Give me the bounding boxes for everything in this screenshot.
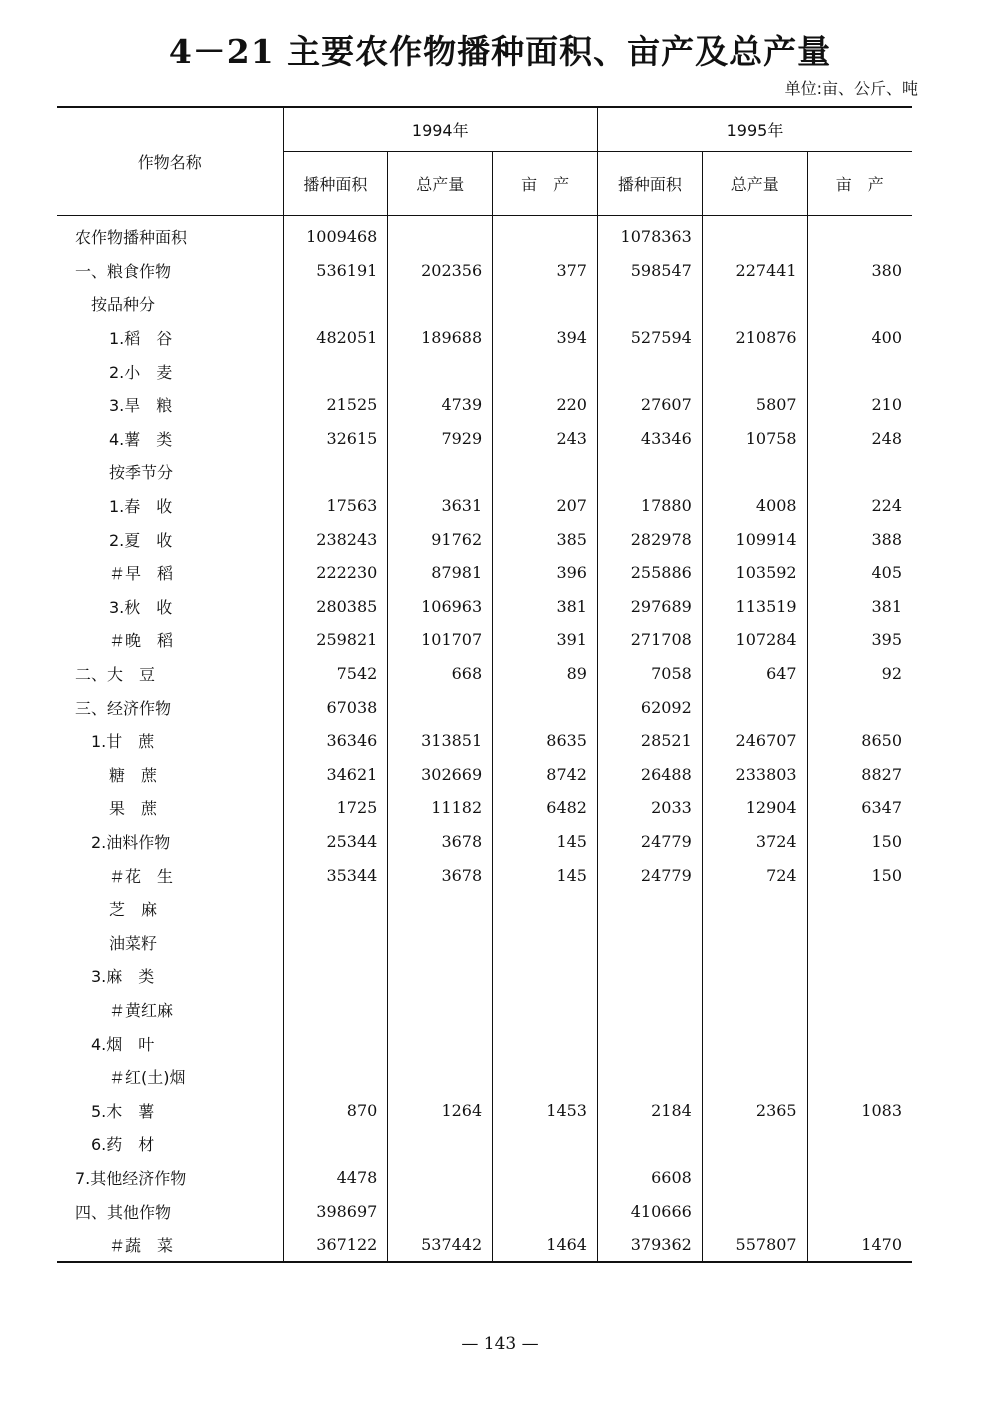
- value-cell: 113519: [702, 590, 807, 624]
- value-cell: [807, 925, 912, 959]
- value-cell: [702, 1194, 807, 1228]
- value-cell: 8650: [807, 724, 912, 758]
- value-cell: [702, 455, 807, 489]
- table-row: [57, 254, 912, 288]
- table-row: [57, 925, 912, 959]
- table-row: [57, 1127, 912, 1161]
- value-cell: 1453: [493, 1093, 598, 1127]
- value-cell: 8827: [807, 758, 912, 792]
- table-row: [57, 825, 912, 859]
- value-cell: [493, 993, 598, 1027]
- crop-name-cell: 1.春 收: [109, 497, 173, 517]
- value-cell: 4008: [702, 489, 807, 523]
- value-cell: [597, 959, 702, 993]
- value-cell: [807, 354, 912, 388]
- value-cell: 396: [493, 556, 598, 590]
- value-cell: [388, 216, 493, 254]
- value-cell: 238243: [283, 522, 388, 556]
- value-cell: 271708: [597, 623, 702, 657]
- value-cell: [807, 455, 912, 489]
- value-cell: 647: [702, 657, 807, 691]
- value-cell: [807, 1026, 912, 1060]
- table-row: [57, 216, 912, 254]
- value-cell: 243: [493, 422, 598, 456]
- value-cell: 24779: [597, 858, 702, 892]
- value-cell: 8635: [493, 724, 598, 758]
- table-row: [57, 489, 912, 523]
- table-row: [57, 623, 912, 657]
- value-cell: 2365: [702, 1093, 807, 1127]
- value-cell: [388, 1060, 493, 1094]
- value-cell: 3678: [388, 858, 493, 892]
- table-row: [57, 892, 912, 926]
- value-cell: 7058: [597, 657, 702, 691]
- value-cell: 1464: [493, 1228, 598, 1263]
- value-cell: [493, 1127, 598, 1161]
- value-cell: 145: [493, 858, 598, 892]
- value-cell: 1725: [283, 791, 388, 825]
- crop-name-cell: ＃晚 稻: [109, 631, 174, 651]
- value-cell: [283, 354, 388, 388]
- value-cell: [493, 287, 598, 321]
- value-cell: 34621: [283, 758, 388, 792]
- value-cell: [597, 1026, 702, 1060]
- value-cell: 26488: [597, 758, 702, 792]
- value-cell: 1264: [388, 1093, 493, 1127]
- value-cell: 1470: [807, 1228, 912, 1263]
- value-cell: [388, 1161, 493, 1195]
- value-cell: 8742: [493, 758, 598, 792]
- page-title: 4－21 主要农作物播种面积、亩产及总产量: [168, 32, 832, 71]
- table-row: [57, 354, 912, 388]
- value-cell: 24779: [597, 825, 702, 859]
- table-row: [57, 1060, 912, 1094]
- value-cell: [807, 1161, 912, 1195]
- value-cell: 1083: [807, 1093, 912, 1127]
- value-cell: 62092: [597, 690, 702, 724]
- value-cell: 43346: [597, 422, 702, 456]
- sub-header-yield-1995: 亩 产: [807, 152, 912, 216]
- value-cell: 106963: [388, 590, 493, 624]
- value-cell: [493, 1161, 598, 1195]
- value-cell: [388, 993, 493, 1027]
- value-cell: [388, 959, 493, 993]
- value-cell: 381: [493, 590, 598, 624]
- value-cell: 3678: [388, 825, 493, 859]
- value-cell: [702, 1026, 807, 1060]
- value-cell: 92: [807, 657, 912, 691]
- value-cell: 107284: [702, 623, 807, 657]
- value-cell: 400: [807, 321, 912, 355]
- crop-name-cell: 二、大 豆: [75, 665, 156, 685]
- value-cell: 101707: [388, 623, 493, 657]
- value-cell: 36346: [283, 724, 388, 758]
- crop-name-cell: 按季节分: [109, 463, 174, 483]
- value-cell: [388, 455, 493, 489]
- value-cell: 246707: [702, 724, 807, 758]
- value-cell: [702, 354, 807, 388]
- value-cell: 189688: [388, 321, 493, 355]
- crop-name-cell: 三、经济作物: [75, 698, 172, 718]
- value-cell: 405: [807, 556, 912, 590]
- crop-name-cell: ＃黄红麻: [109, 1000, 174, 1020]
- value-cell: 87981: [388, 556, 493, 590]
- value-cell: 367122: [283, 1228, 388, 1263]
- table-row: [57, 1228, 912, 1263]
- value-cell: 2033: [597, 791, 702, 825]
- value-cell: 210876: [702, 321, 807, 355]
- table-row: [57, 724, 912, 758]
- value-cell: 28521: [597, 724, 702, 758]
- sub-header-sown-area-1995: 播种面积: [597, 152, 702, 216]
- value-cell: [388, 287, 493, 321]
- value-cell: 380: [807, 254, 912, 288]
- value-cell: 150: [807, 858, 912, 892]
- value-cell: [283, 287, 388, 321]
- value-cell: 224: [807, 489, 912, 523]
- value-cell: [807, 1127, 912, 1161]
- value-cell: [283, 455, 388, 489]
- value-cell: 12904: [702, 791, 807, 825]
- value-cell: 280385: [283, 590, 388, 624]
- value-cell: 557807: [702, 1228, 807, 1263]
- value-cell: 5807: [702, 388, 807, 422]
- value-cell: 6482: [493, 791, 598, 825]
- value-cell: 210: [807, 388, 912, 422]
- value-cell: 388: [807, 522, 912, 556]
- crop-name-cell: 4.烟 叶: [91, 1034, 155, 1054]
- value-cell: 385: [493, 522, 598, 556]
- table-row: [57, 422, 912, 456]
- value-cell: [597, 1127, 702, 1161]
- crop-name-cell: 糖 蔗: [109, 765, 158, 785]
- crop-name-cell: 按品种分: [91, 295, 156, 315]
- value-cell: [493, 1026, 598, 1060]
- value-cell: [493, 455, 598, 489]
- table-row: [57, 657, 912, 691]
- value-cell: 145: [493, 825, 598, 859]
- value-cell: [702, 1161, 807, 1195]
- value-cell: [283, 1127, 388, 1161]
- value-cell: [597, 993, 702, 1027]
- value-cell: 598547: [597, 254, 702, 288]
- value-cell: 17563: [283, 489, 388, 523]
- crop-name-cell: 四、其他作物: [75, 1202, 172, 1222]
- value-cell: 103592: [702, 556, 807, 590]
- value-cell: [493, 892, 598, 926]
- value-cell: [807, 959, 912, 993]
- value-cell: 4739: [388, 388, 493, 422]
- crop-name-cell: 农作物播种面积: [75, 228, 188, 248]
- value-cell: 870: [283, 1093, 388, 1127]
- value-cell: [597, 354, 702, 388]
- value-cell: [807, 892, 912, 926]
- value-cell: 202356: [388, 254, 493, 288]
- value-cell: [493, 959, 598, 993]
- value-cell: [388, 690, 493, 724]
- table-row: [57, 388, 912, 422]
- table-row: [57, 1161, 912, 1195]
- table-row: [57, 1194, 912, 1228]
- value-cell: 220: [493, 388, 598, 422]
- table-row: [57, 858, 912, 892]
- crop-name-cell: 3.秋 收: [109, 597, 173, 617]
- crop-name-cell: 3.旱 粮: [109, 396, 173, 416]
- value-cell: 259821: [283, 623, 388, 657]
- crop-name-cell: 2.夏 收: [109, 530, 173, 550]
- value-cell: 89: [493, 657, 598, 691]
- table-row: [57, 455, 912, 489]
- value-cell: [388, 1026, 493, 1060]
- page-number: — 143 —: [461, 1334, 539, 1354]
- crop-name-cell: 1.稻 谷: [109, 329, 173, 349]
- crop-name-cell: 芝 麻: [109, 900, 158, 920]
- value-cell: 1009468: [283, 216, 388, 254]
- value-cell: [807, 287, 912, 321]
- value-cell: [702, 1060, 807, 1094]
- crop-name-cell: 5.木 薯: [91, 1101, 155, 1121]
- value-cell: 222230: [283, 556, 388, 590]
- value-cell: [702, 1127, 807, 1161]
- crop-name-cell: 一、粮食作物: [75, 261, 172, 281]
- table-row: [57, 321, 912, 355]
- sub-header-yield-1994: 亩 产: [493, 152, 598, 216]
- value-cell: [807, 1194, 912, 1228]
- value-cell: [807, 690, 912, 724]
- crop-name-cell: ＃蔬 菜: [57, 1228, 283, 1263]
- sub-header-sown-area-1994: 播种面积: [283, 152, 388, 216]
- value-cell: [283, 892, 388, 926]
- value-cell: [388, 1194, 493, 1228]
- table-row: [57, 522, 912, 556]
- value-cell: [493, 1194, 598, 1228]
- value-cell: 32615: [283, 422, 388, 456]
- crop-name-cell: 4.薯 类: [109, 429, 173, 449]
- value-cell: [702, 287, 807, 321]
- value-cell: 109914: [702, 522, 807, 556]
- value-cell: [493, 925, 598, 959]
- value-cell: 1078363: [597, 216, 702, 254]
- table-row: [57, 287, 912, 321]
- table-row: [57, 590, 912, 624]
- year-header-1994: 1994年: [283, 107, 597, 152]
- value-cell: [493, 216, 598, 254]
- value-cell: [493, 354, 598, 388]
- table-row: [57, 959, 912, 993]
- table-row: [57, 791, 912, 825]
- value-cell: 248: [807, 422, 912, 456]
- value-cell: [283, 925, 388, 959]
- table-row: [57, 690, 912, 724]
- unit-note: 单位:亩、公斤、吨: [784, 79, 918, 98]
- value-cell: [283, 993, 388, 1027]
- value-cell: [597, 455, 702, 489]
- value-cell: [597, 925, 702, 959]
- year-header-1995: 1995年: [597, 107, 912, 152]
- value-cell: [283, 1026, 388, 1060]
- value-cell: [597, 1060, 702, 1094]
- value-cell: [702, 993, 807, 1027]
- sub-header-total-output-1994: 总产量: [388, 152, 493, 216]
- table-row: [57, 556, 912, 590]
- value-cell: [807, 216, 912, 254]
- value-cell: 282978: [597, 522, 702, 556]
- value-cell: 11182: [388, 791, 493, 825]
- value-cell: [283, 1060, 388, 1094]
- value-cell: 35344: [283, 858, 388, 892]
- crop-name-cell: ＃早 稻: [109, 564, 174, 584]
- value-cell: 3724: [702, 825, 807, 859]
- value-cell: 27607: [597, 388, 702, 422]
- crop-name-cell: 7.其他经济作物: [75, 1168, 187, 1188]
- crop-name-cell: 6.药 材: [91, 1135, 155, 1155]
- value-cell: 227441: [702, 254, 807, 288]
- value-cell: 91762: [388, 522, 493, 556]
- value-cell: 67038: [283, 690, 388, 724]
- value-cell: 150: [807, 825, 912, 859]
- value-cell: 7929: [388, 422, 493, 456]
- value-cell: [702, 216, 807, 254]
- table-body: [57, 216, 912, 1263]
- value-cell: 724: [702, 858, 807, 892]
- value-cell: 297689: [597, 590, 702, 624]
- crop-name-cell: 果 蔗: [109, 799, 158, 819]
- value-cell: 395: [807, 623, 912, 657]
- value-cell: 6347: [807, 791, 912, 825]
- sub-header-total-output-1995: 总产量: [702, 152, 807, 216]
- crop-name-cell: 2.油料作物: [91, 832, 171, 852]
- value-cell: [493, 690, 598, 724]
- table-row: [57, 758, 912, 792]
- crop-name-cell: ＃红(土)烟: [109, 1068, 186, 1088]
- value-cell: 207: [493, 489, 598, 523]
- crop-name-cell: ＃花 生: [109, 866, 174, 886]
- value-cell: [388, 354, 493, 388]
- value-cell: 3631: [388, 489, 493, 523]
- crop-name-cell: 3.麻 类: [91, 967, 155, 987]
- value-cell: 410666: [597, 1194, 702, 1228]
- table-row: [57, 1026, 912, 1060]
- value-cell: 394: [493, 321, 598, 355]
- value-cell: [283, 959, 388, 993]
- value-cell: 537442: [388, 1228, 493, 1263]
- value-cell: 381: [807, 590, 912, 624]
- value-cell: 313851: [388, 724, 493, 758]
- value-cell: 10758: [702, 422, 807, 456]
- value-cell: 302669: [388, 758, 493, 792]
- value-cell: [388, 892, 493, 926]
- crop-name-cell: 油菜籽: [109, 933, 158, 953]
- crop-name-cell: 1.甘 蔗: [91, 732, 155, 752]
- value-cell: 7542: [283, 657, 388, 691]
- value-cell: [597, 287, 702, 321]
- value-cell: [388, 1127, 493, 1161]
- value-cell: 482051: [283, 321, 388, 355]
- value-cell: 391: [493, 623, 598, 657]
- value-cell: 6608: [597, 1161, 702, 1195]
- value-cell: 536191: [283, 254, 388, 288]
- value-cell: 255886: [597, 556, 702, 590]
- value-cell: [493, 1060, 598, 1094]
- value-cell: 527594: [597, 321, 702, 355]
- table-row: [57, 1093, 912, 1127]
- value-cell: 17880: [597, 489, 702, 523]
- value-cell: 668: [388, 657, 493, 691]
- value-cell: 377: [493, 254, 598, 288]
- value-cell: [388, 925, 493, 959]
- crop-name-header: 作物名称: [57, 107, 283, 216]
- value-cell: [807, 993, 912, 1027]
- value-cell: 2184: [597, 1093, 702, 1127]
- value-cell: 398697: [283, 1194, 388, 1228]
- value-cell: [702, 925, 807, 959]
- value-cell: 25344: [283, 825, 388, 859]
- value-cell: 4478: [283, 1161, 388, 1195]
- value-cell: [702, 892, 807, 926]
- value-cell: [702, 690, 807, 724]
- value-cell: 21525: [283, 388, 388, 422]
- crop-name-cell: 2.小 麦: [109, 362, 173, 382]
- value-cell: [597, 892, 702, 926]
- value-cell: [807, 1060, 912, 1094]
- value-cell: 379362: [597, 1228, 702, 1263]
- table-row: [57, 993, 912, 1027]
- crop-statistics-table: [57, 106, 912, 1263]
- value-cell: 233803: [702, 758, 807, 792]
- value-cell: [702, 959, 807, 993]
